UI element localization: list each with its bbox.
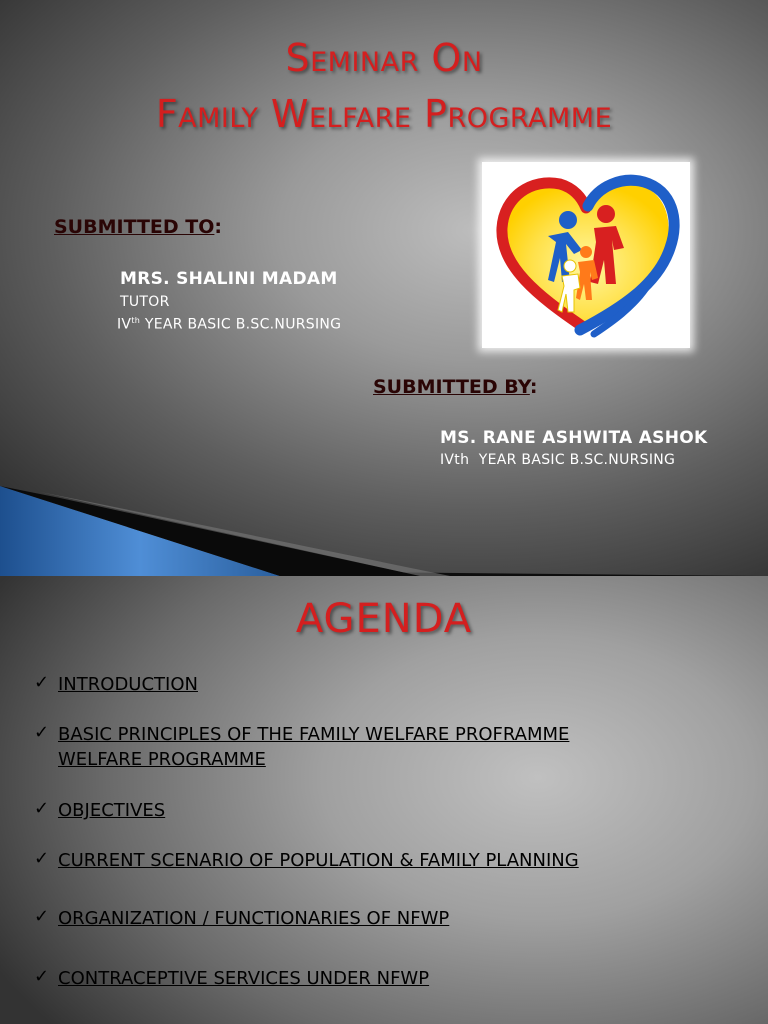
submitted-by-year: IVth YEAR BASIC B.SC.NURSING <box>440 452 676 468</box>
title-line-2: Family Welfare Programme <box>155 92 613 136</box>
agenda-item-text <box>58 672 198 697</box>
agenda-item-text <box>58 906 449 931</box>
checkmark-icon: ✓ <box>34 672 50 693</box>
agenda-item-line: INTRODUCTION <box>58 674 198 695</box>
agenda-item-text <box>58 798 165 823</box>
title-line-1: Seminar On <box>285 36 483 80</box>
checkmark-icon: ✓ <box>34 848 50 869</box>
agenda-item <box>34 848 754 873</box>
checkmark-icon: ✓ <box>34 906 50 927</box>
agenda-title: AGENDA <box>295 596 473 642</box>
family-heart-icon <box>482 162 690 348</box>
agenda-item-line: WELFARE PROGRAMME <box>58 749 266 770</box>
checkmark-icon: ✓ <box>34 798 50 819</box>
agenda-item <box>34 722 754 772</box>
submitted-by-heading: SUBMITTED BY: <box>373 376 538 398</box>
agenda-item-text <box>58 966 429 991</box>
decorative-swoosh <box>0 480 768 576</box>
agenda-item <box>34 672 754 697</box>
agenda-item <box>34 906 754 931</box>
agenda-item-line: OBJECTIVES <box>58 800 166 821</box>
agenda-item-line: CURRENT SCENARIO OF POPULATION & FAMILY PLANNING <box>58 850 579 871</box>
agenda-item <box>34 798 754 823</box>
agenda-item-line: BASIC PRINCIPLES OF THE FAMILY WELFARE PROFRAMME <box>58 724 570 745</box>
agenda-slide <box>0 576 768 1024</box>
submitted-to-role: TUTOR <box>120 294 170 310</box>
agenda-item <box>34 966 754 991</box>
submitted-to-year: IVth YEAR BASIC B.SC.NURSING <box>117 316 342 333</box>
checkmark-icon: ✓ <box>34 966 50 987</box>
submitted-by-name: MS. RANE ASHWITA ASHOK <box>440 428 708 448</box>
agenda-item-line: ORGANIZATION / FUNCTIONARIES OF NFWP <box>58 908 450 929</box>
submitted-to-name: MRS. SHALINI MADAM <box>120 269 338 289</box>
agenda-item-text <box>58 848 579 873</box>
agenda-item-line: CONTRACEPTIVE SERVICES UNDER NFWP <box>58 968 430 989</box>
agenda-item-text <box>58 722 569 772</box>
submitted-to-heading: SUBMITTED TO: <box>54 216 223 238</box>
checkmark-icon: ✓ <box>34 722 50 743</box>
family-heart-logo <box>482 162 690 348</box>
